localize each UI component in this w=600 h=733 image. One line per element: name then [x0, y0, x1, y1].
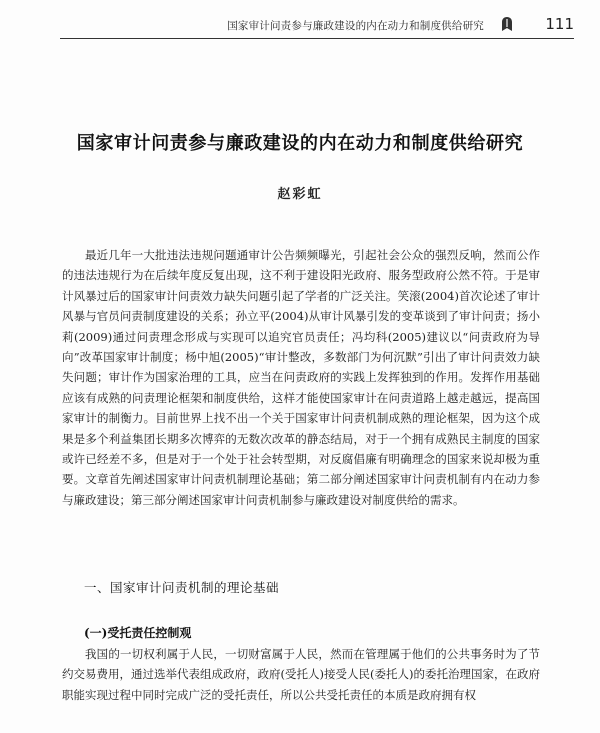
author: 赵彩虹	[277, 187, 323, 202]
section-body	[62, 644, 540, 705]
article-title: 国家审计问责参与廉政建设的内在动力和制度供给研究	[76, 133, 524, 154]
subsection-heading: (一)受托责任控制观	[84, 626, 192, 640]
page-number: 111	[545, 15, 574, 33]
section-heading: 一、国家审计问责机制的理论基础	[84, 580, 280, 595]
running-title: 国家审计问责参与廉政建设的内在动力和制度供给研究	[227, 20, 484, 32]
running-header	[60, 14, 574, 39]
intro-section	[62, 245, 540, 510]
intro-paragraph: 最近几年一大批违法违规问题通审计公告频频曝光，引起社会公众的强烈反响，然而公作的违法违规行为在后续年度反复出现，这不利于建设阳光政府、服务型政府公然不符。于是审计风暴过后的国家审计问责效力缺失问题引起了学者的广泛关注。笑滚(2004)首次论述了审计风暴与官员问责制度建设的关系；孙立平(2004)从审计风暴引发的变革谈到了审计问责；扬小莉(2009)通过问责理念形成与实现可以追究官员责任；冯均科(2005)建议以“问责政府为导向”改革国家审计制度；杨中旭(2005)“审计整改，多数部门为何沉默”引出了审计问责效力缺失问题；审计作为国家治理的工具，应当在问责政府的实践上发挥独到的作用。发挥作用基础应该有成熟的问责理论框架和制度供给，这样才能使国家审计在问责道路上越走越远，提高国家审计的制衡力。目前世界上找不出一个关于国家审计问责机制成熟的理论框架，因为这个成果是多个利益集团长期多次博弈的无数次改革的静态结局，对于一个拥有成熟民主制度的国家或许已经差不多，但是对于一个处于社会转型期，对反腐倡廉有明确理念的国家来说却极为重要。文章首先阐述国家审计问责机制理论基础；第二部分阐述国家审计问责机制有内在动力参与廉政建设；第三部分阐述国家审计问责机制参与廉政建设对制度供给的需求。	[62, 248, 540, 507]
book-ornament-icon	[498, 15, 516, 33]
section-paragraph: 我国的一切权利属于人民，一切财富属于人民，然而在管理属于他们的公共事务时为了节约交易费用，通过选举代表组成政府，政府(受托人)接受人民(委托人)的委托治理国家，在政府职能实现过程中同时完成广泛的受托责任，所以公共受托责任的本质是政府拥有权	[62, 647, 540, 702]
